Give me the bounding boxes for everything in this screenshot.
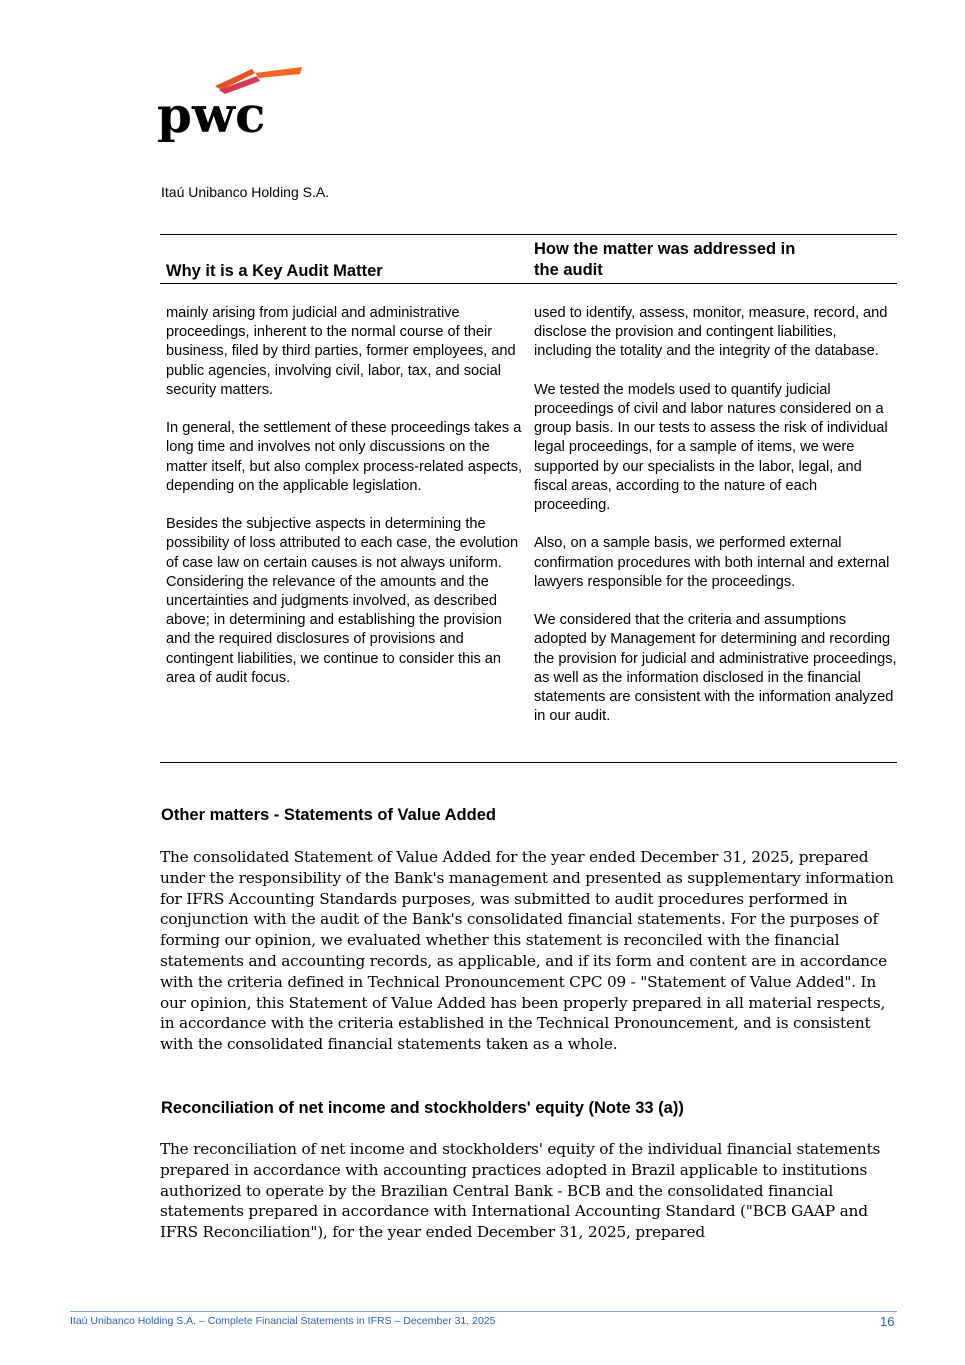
col2-header [528,235,897,283]
col1-header: Why it is a Key Audit Matter [166,262,383,280]
col2-header-line1: How the matter was addressed in [534,240,796,258]
footer-text: Itaú Unibanco Holding S.A. – Complete Financial Statements in IFRS – December 31, 2025 [70,1315,496,1327]
col1-paragraph: Besides the subjective aspects in determining the possibility of loss attributed to each case, the evolution of case law on certain causes is not always uniform. Considering the relevance of the amounts and the uncertainties and judgments involved, as described above; in determining and establishing the provision and the required disclosures of provisions and contingent liabilities, we continue to consider this an area of audit focus. [166,516,519,686]
col2-paragraph: We tested the models used to quantify judicial proceedings of civil and labor natures considered on a group basis. In our tests to assess the risk of individual legal proceedings, for a sample of items, we were supported by our specialists in the labor, legal, and fiscal areas, according to the nature of each proceeding. [534,381,888,514]
section-body-value-added: The consolidated Statement of Value Added for the year ended December 31, 2025, prepared under the responsibility of the Bank's management and presented as supplementary information for IFRS Accounting Standards purposes, was submitted to audit procedures performed in conjunction with the audit of the Bank's consolidated financial statements. For the purposes of forming our opinion, we evaluated whether this statement is reconciled with the financial statements and accounting records, as applicable, and if its form and content are in accordance with the criteria defined in Technical Pronouncement CPC 09 - "Statement of Value Added". In our opinion, this Statement of Value Added has been properly prepared in all material respects, in accordance with the criteria established in the Technical Pronouncement, and is consistent with the consolidated financial statements taken as a whole. [160,848,894,1054]
section-body-reconciliation: The reconciliation of net income and stockholders' equity of the individual financial statements prepared in accordance with accounting practices adopted in Brazil applicable to institutions authorized to operate by the Brazilian Central Bank - BCB and the consolidated financial statements prepared in accordance with International Accounting Standard ("BCB GAAP and IFRS Reconciliation"), for the year ended December 31, 2025, prepared [160,1140,881,1242]
footer-rule [70,1311,897,1312]
pwc-logo [157,64,307,142]
col1-content [160,304,528,762]
col2-content [528,304,897,762]
table-bottom-rule [160,762,897,763]
table-header-row [160,235,897,283]
key-audit-matter-table [160,234,897,763]
col1-paragraph: mainly arising from judicial and administrative proceedings, inherent to the normal course of their business, filed by third parties, former employees, and public agencies, involving civil, labor, tax, and social security matters. [166,305,516,398]
col2-header-line2: the audit [534,261,603,279]
col2-paragraph: Also, on a sample basis, we performed external confirmation procedures with both internal and external lawyers responsible for the proceedings. [534,535,890,590]
section-heading-reconciliation: Reconciliation of net income and stockholders' equity (Note 33 (a)) [161,1099,684,1117]
section-heading-value-added: Other matters - Statements of Value Added [161,806,496,824]
table-body-row [160,284,897,762]
page-number: 16 [880,1314,895,1329]
col2-paragraph: We considered that the criteria and assumptions adopted by Management for determining and recording the provision for judicial and administrative proceedings, as well as the information disclosed in the financial statements are consistent with the information analyzed in our audit. [534,612,897,725]
company-name: Itaú Unibanco Holding S.A. [161,184,330,200]
pwc-logo-text: pwc [157,85,266,142]
col1-paragraph: In general, the settlement of these proceedings takes a long time and involves not only discussions on the matter itself, but also complex process-related aspects, depending on the applicable legislation. [166,420,523,494]
col2-paragraph: used to identify, assess, monitor, measure, record, and disclose the provision and contingent liabilities, including the totality and the integrity of the database. [534,305,888,360]
